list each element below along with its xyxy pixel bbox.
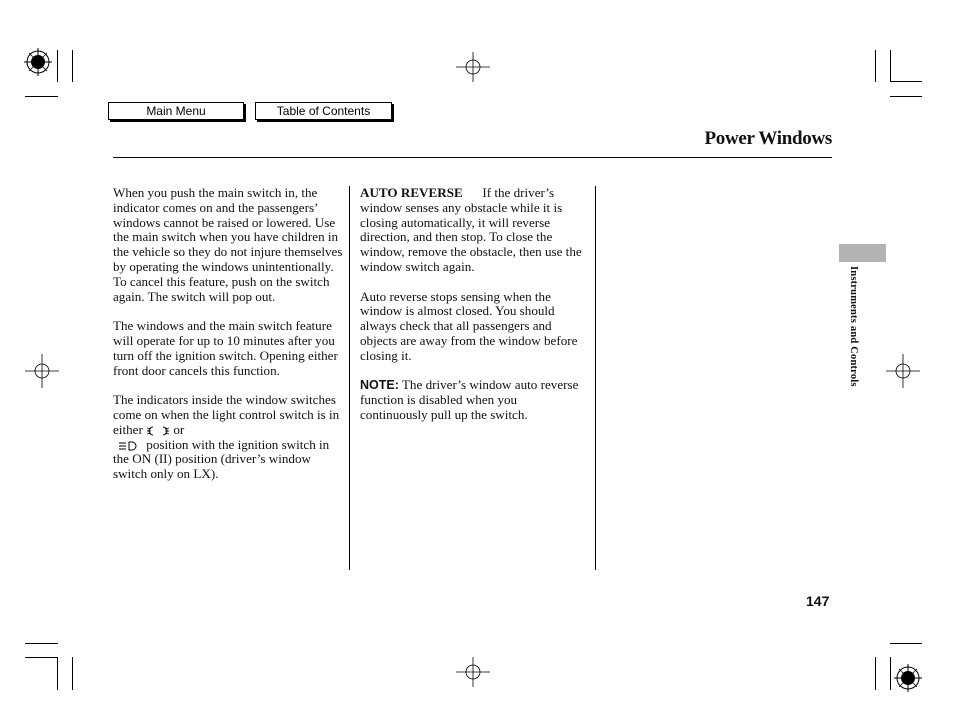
section-heading: AUTO REVERSE xyxy=(360,185,463,200)
registration-target-icon xyxy=(894,664,922,692)
paragraph: Auto reverse stops sensing when the window is almost closed. You should always check that all passengers and objects are away from the window before closing it. xyxy=(360,288,578,363)
paragraph: The indicators inside the window switches come on when the light control switch is in either or position with the ignition switch in the ON (II) position (driver’s window switch only on LX). xyxy=(113,392,340,482)
parking-light-icon xyxy=(146,425,170,437)
paragraph: AUTO REVERSE If the driver’s window senses any obstacle while it is closing automatically, it will reverse direction, and then stop. To close the window, remove the obstacle, then use the window switch again. xyxy=(360,185,582,274)
crosshair-icon xyxy=(456,52,490,82)
table-of-contents-button[interactable]: Table of Contents xyxy=(255,102,392,120)
headlight-icon xyxy=(117,440,143,452)
page-title: Power Windows xyxy=(704,128,832,149)
note-label: NOTE: xyxy=(360,378,399,393)
column-divider xyxy=(349,186,350,570)
crosshair-icon xyxy=(456,657,490,687)
column-left xyxy=(113,186,343,497)
paragraph: When you push the main switch in, the indicator comes on and the passengers’ windows cannot be raised or lowered. Use the main switch when you have children in the vehicle so they do not injure themselves by operating the windows unintentionally. To cancel this feature, push on the switch again. The switch will pop out. xyxy=(113,185,343,304)
registration-target-icon xyxy=(24,48,52,76)
page-number: 147 xyxy=(806,593,830,609)
title-rule xyxy=(113,157,832,158)
paragraph: NOTE: The driver’s window auto reverse function is disabled when you continuously pull up the switch. xyxy=(360,377,579,422)
section-label: Instruments and Controls xyxy=(848,266,859,387)
paragraph: The windows and the main switch feature will operate for up to 10 minutes after you turn off the ignition switch. Opening either front door cancels this function. xyxy=(113,318,338,378)
main-menu-button[interactable]: Main Menu xyxy=(108,102,244,120)
crosshair-icon xyxy=(886,354,920,388)
section-tab xyxy=(839,244,886,262)
crosshair-icon xyxy=(25,354,59,388)
column-middle xyxy=(360,186,588,438)
column-divider xyxy=(595,186,596,570)
